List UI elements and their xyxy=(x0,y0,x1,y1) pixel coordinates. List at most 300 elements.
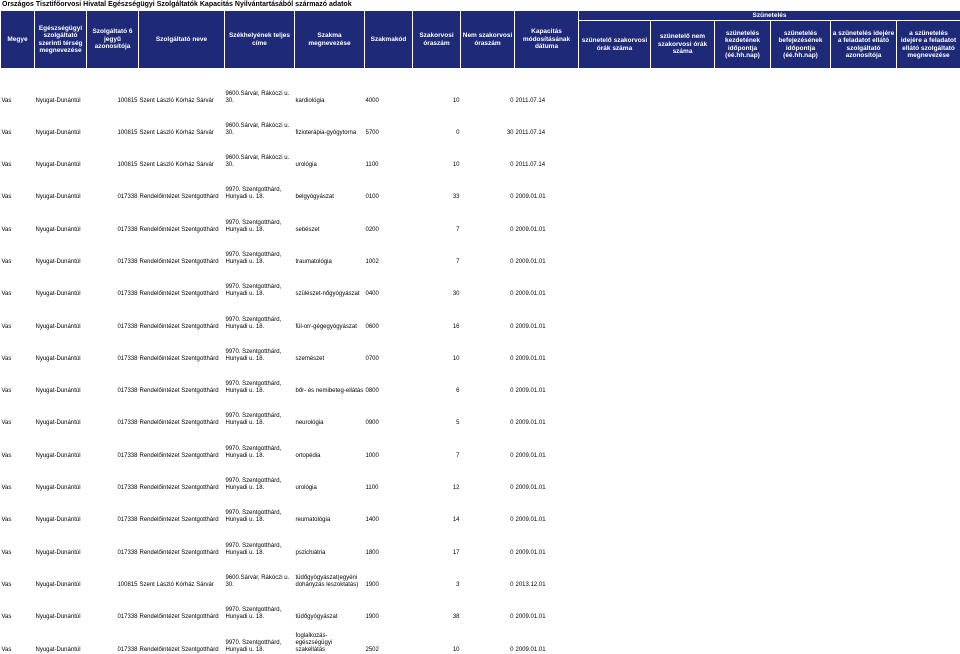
cell-szunetelés-empty xyxy=(831,492,897,524)
cell-terseg: Nyugat-Dunántúl xyxy=(35,69,87,105)
cell-szekhely: 9970. Szentgotthárd, Hunyadi u. 18. xyxy=(225,169,295,201)
cell-nev: Rendelőintézet Szentgotthárd xyxy=(139,395,225,427)
cell-szakma: tüdőgyógyászat xyxy=(295,589,365,621)
cell-szunetelés-empty xyxy=(651,524,715,556)
cell-szakmakod: 1002 xyxy=(365,234,413,266)
cell-szunetelés-empty xyxy=(715,621,771,653)
cell-szekhely: 9600.Sárvár, Rákóczi u. 30. xyxy=(225,557,295,589)
cell-azonosito: 017338 xyxy=(87,298,139,330)
cell-szunetelés-empty xyxy=(897,621,960,653)
cell-szakmakod: 0800 xyxy=(365,363,413,395)
cell-szunetelés-empty xyxy=(715,492,771,524)
cell-szunetelés-empty xyxy=(897,201,960,233)
cell-kapacitas-datum: 2009.01.01 xyxy=(515,363,579,395)
cell-szakorvosi: 10 xyxy=(413,331,461,363)
table-row xyxy=(1,266,960,298)
cell-szakorvosi: 0 xyxy=(413,105,461,137)
cell-megye: Vas xyxy=(1,201,35,233)
cell-megye: Vas xyxy=(1,621,35,653)
cell-szunetelés-empty xyxy=(651,331,715,363)
cell-megye: Vas xyxy=(1,234,35,266)
table-header xyxy=(1,11,960,69)
cell-szekhely: 9970. Szentgotthárd, Hunyadi u. 18. xyxy=(225,266,295,298)
cell-szakma: pszichiátria xyxy=(295,524,365,556)
cell-terseg: Nyugat-Dunántúl xyxy=(35,105,87,137)
cell-szunetelés-empty xyxy=(651,363,715,395)
table-row xyxy=(1,460,960,492)
cell-terseg: Nyugat-Dunántúl xyxy=(35,137,87,169)
cell-szunetelés-empty xyxy=(579,69,651,105)
cell-szunetelés-empty xyxy=(831,266,897,298)
cell-szunetelés-empty xyxy=(897,589,960,621)
cell-szakma: reumatológia xyxy=(295,492,365,524)
cell-szekhely: 9970. Szentgotthárd, Hunyadi u. 18. xyxy=(225,589,295,621)
cell-szakmakod: 1900 xyxy=(365,557,413,589)
cell-azonosito: 100815 xyxy=(87,137,139,169)
cell-szakmakod: 1900 xyxy=(365,589,413,621)
cell-terseg: Nyugat-Dunántúl xyxy=(35,201,87,233)
cell-nem-szakorvosi: 0 xyxy=(461,234,515,266)
table-row xyxy=(1,427,960,459)
cell-szunetelés-empty xyxy=(579,201,651,233)
cell-szakma: szemészet xyxy=(295,331,365,363)
cell-szunetelés-empty xyxy=(579,621,651,653)
cell-nev: Rendelőintézet Szentgotthárd xyxy=(139,266,225,298)
cell-szunetelés-empty xyxy=(579,460,651,492)
cell-szunetelés-empty xyxy=(579,105,651,137)
cell-azonosito: 017338 xyxy=(87,169,139,201)
cell-szunetelés-empty xyxy=(831,589,897,621)
cell-nev: Szent László Kórház Sárvár xyxy=(139,105,225,137)
cell-szakma: neurológia xyxy=(295,395,365,427)
cell-szunetelés-empty xyxy=(831,460,897,492)
header-szakmakod: Szakmakód xyxy=(365,11,413,69)
cell-szunetelés-empty xyxy=(579,395,651,427)
cell-szunetelés-empty xyxy=(715,524,771,556)
cell-szunetelés-empty xyxy=(715,427,771,459)
cell-megye: Vas xyxy=(1,460,35,492)
cell-nem-szakorvosi: 0 xyxy=(461,363,515,395)
cell-megye: Vas xyxy=(1,266,35,298)
cell-nem-szakorvosi: 0 xyxy=(461,169,515,201)
cell-szunetelés-empty xyxy=(715,69,771,105)
cell-szunetelés-empty xyxy=(771,266,831,298)
cell-megye: Vas xyxy=(1,395,35,427)
cell-megye: Vas xyxy=(1,69,35,105)
cell-szunetelés-empty xyxy=(715,298,771,330)
cell-szakorvosi: 10 xyxy=(413,69,461,105)
cell-terseg: Nyugat-Dunántúl xyxy=(35,331,87,363)
cell-szunetelés-empty xyxy=(771,137,831,169)
cell-szunetelés-empty xyxy=(651,557,715,589)
cell-szunetelés-empty xyxy=(897,298,960,330)
cell-szakma: belgyógyászat xyxy=(295,169,365,201)
cell-azonosito: 017338 xyxy=(87,427,139,459)
cell-szunetelés-empty xyxy=(771,69,831,105)
cell-kapacitas-datum: 2009.01.01 xyxy=(515,331,579,363)
cell-szakorvosi: 3 xyxy=(413,557,461,589)
cell-nem-szakorvosi: 0 xyxy=(461,266,515,298)
header-feladat-ellato-azonosito: a szünetelés idejére a feladatot ellátó szolgáltató azonosítója xyxy=(831,21,897,69)
cell-szunetelés-empty xyxy=(897,524,960,556)
cell-szunetelés-empty xyxy=(579,557,651,589)
cell-szunetelés-empty xyxy=(897,492,960,524)
cell-szekhely: 9970. Szentgotthárd, Hunyadi u. 18. xyxy=(225,234,295,266)
cell-szunetelés-empty xyxy=(651,589,715,621)
cell-azonosito: 100815 xyxy=(87,69,139,105)
cell-szakorvosi: 5 xyxy=(413,395,461,427)
header-szakma: Szakma megnevezése xyxy=(295,11,365,69)
cell-azonosito: 100815 xyxy=(87,105,139,137)
table-row xyxy=(1,105,960,137)
cell-szakmakod: 0400 xyxy=(365,266,413,298)
cell-szunetelés-empty xyxy=(651,492,715,524)
cell-nev: Rendelőintézet Szentgotthárd xyxy=(139,234,225,266)
cell-szakma: fül-orr-gégegyógyászat xyxy=(295,298,365,330)
cell-szakmakod: 0600 xyxy=(365,298,413,330)
cell-kapacitas-datum: 2009.01.01 xyxy=(515,524,579,556)
cell-szunetelés-empty xyxy=(651,201,715,233)
cell-szunetelés-empty xyxy=(715,201,771,233)
cell-szakma: ortopédia xyxy=(295,427,365,459)
cell-szunetelés-empty xyxy=(771,331,831,363)
cell-kapacitas-datum: 2009.01.01 xyxy=(515,266,579,298)
cell-szakorvosi: 17 xyxy=(413,524,461,556)
cell-szunetelés-empty xyxy=(579,363,651,395)
cell-megye: Vas xyxy=(1,331,35,363)
cell-szunetelés-empty xyxy=(651,427,715,459)
cell-kapacitas-datum: 2009.01.01 xyxy=(515,492,579,524)
cell-azonosito: 017338 xyxy=(87,589,139,621)
cell-nem-szakorvosi: 0 xyxy=(461,589,515,621)
cell-terseg: Nyugat-Dunántúl xyxy=(35,427,87,459)
cell-szunetelés-empty xyxy=(897,105,960,137)
table-row xyxy=(1,621,960,653)
cell-szekhely: 9970. Szentgotthárd, Hunyadi u. 18. xyxy=(225,395,295,427)
cell-szunetelés-empty xyxy=(579,524,651,556)
cell-szunetelés-empty xyxy=(897,331,960,363)
cell-szunetelés-empty xyxy=(897,137,960,169)
cell-nem-szakorvosi: 30 xyxy=(461,105,515,137)
cell-azonosito: 017338 xyxy=(87,621,139,653)
header-terseg: Egészségügyi szolgáltató szerinti térség megnevezése xyxy=(35,11,87,69)
cell-szakmakod: 1100 xyxy=(365,460,413,492)
cell-szunetelés-empty xyxy=(831,169,897,201)
cell-megye: Vas xyxy=(1,363,35,395)
cell-szunetelés-empty xyxy=(831,137,897,169)
cell-szunetelés-empty xyxy=(715,137,771,169)
cell-nem-szakorvosi: 0 xyxy=(461,524,515,556)
header-megye: Megye xyxy=(1,11,35,69)
cell-azonosito: 017338 xyxy=(87,492,139,524)
cell-kapacitas-datum: 2009.01.01 xyxy=(515,201,579,233)
cell-szunetelés-empty xyxy=(715,395,771,427)
cell-szekhely: 9970. Szentgotthárd, Hunyadi u. 18. xyxy=(225,621,295,653)
cell-szunetelés-empty xyxy=(651,69,715,105)
cell-szunetelés-empty xyxy=(771,105,831,137)
cell-nev: Rendelőintézet Szentgotthárd xyxy=(139,201,225,233)
cell-terseg: Nyugat-Dunántúl xyxy=(35,169,87,201)
cell-kapacitas-datum: 2011.07.14 xyxy=(515,105,579,137)
cell-szunetelés-empty xyxy=(579,266,651,298)
cell-szakmakod: 1400 xyxy=(365,492,413,524)
table-row xyxy=(1,234,960,266)
cell-szunetelés-empty xyxy=(771,298,831,330)
cell-szekhely: 9970. Szentgotthárd, Hunyadi u. 18. xyxy=(225,524,295,556)
cell-szekhely: 9970. Szentgotthárd, Hunyadi u. 18. xyxy=(225,298,295,330)
cell-szunetelés-empty xyxy=(897,69,960,105)
cell-azonosito: 100815 xyxy=(87,557,139,589)
table-row xyxy=(1,363,960,395)
cell-megye: Vas xyxy=(1,169,35,201)
cell-nev: Rendelőintézet Szentgotthárd xyxy=(139,524,225,556)
cell-szakmakod: 4000 xyxy=(365,69,413,105)
cell-szunetelés-empty xyxy=(897,363,960,395)
header-szunetelés-kezdet: szünetelés kezdetének időpontja (éé.hh.nap) xyxy=(715,21,771,69)
cell-szakmakod: 1000 xyxy=(365,427,413,459)
cell-kapacitas-datum: 2013.12.01 xyxy=(515,557,579,589)
cell-nem-szakorvosi: 0 xyxy=(461,460,515,492)
header-szunetelés-befejezes: szünetelés befejezésének időpontja (éé.hh.nap) xyxy=(771,21,831,69)
cell-szunetelés-empty xyxy=(831,395,897,427)
cell-szunetelés-empty xyxy=(771,524,831,556)
cell-kapacitas-datum: 2011.07.14 xyxy=(515,137,579,169)
cell-szakorvosi: 14 xyxy=(413,492,461,524)
cell-szunetelés-empty xyxy=(831,427,897,459)
cell-szunetelés-empty xyxy=(831,621,897,653)
cell-szakma: urológia xyxy=(295,137,365,169)
cell-szakma: urológia xyxy=(295,460,365,492)
cell-szakorvosi: 7 xyxy=(413,201,461,233)
cell-nev: Szent László Kórház Sárvár xyxy=(139,137,225,169)
cell-szunetelés-empty xyxy=(715,460,771,492)
header-nev: Szolgáltató neve xyxy=(139,11,225,69)
cell-szakmakod: 1100 xyxy=(365,137,413,169)
cell-szakmakod: 0100 xyxy=(365,169,413,201)
cell-szunetelés-empty xyxy=(715,266,771,298)
cell-szakma: szülészet-nőgyógyászat xyxy=(295,266,365,298)
cell-nev: Szent László Kórház Sárvár xyxy=(139,557,225,589)
cell-szunetelés-empty xyxy=(579,137,651,169)
cell-szunetelés-empty xyxy=(897,460,960,492)
header-feladat-ellato-nev: a szünetelés idejére a feladatot ellátó szolgáltató megnevezése xyxy=(897,21,960,69)
cell-szunetelés-empty xyxy=(771,557,831,589)
cell-szunetelés-empty xyxy=(897,557,960,589)
cell-nem-szakorvosi: 0 xyxy=(461,492,515,524)
cell-szakorvosi: 10 xyxy=(413,137,461,169)
header-szakorvosi: Szakorvosi óraszám xyxy=(413,11,461,69)
cell-nem-szakorvosi: 0 xyxy=(461,201,515,233)
cell-terseg: Nyugat-Dunántúl xyxy=(35,557,87,589)
cell-szunetelés-empty xyxy=(715,234,771,266)
cell-szunetelés-empty xyxy=(831,524,897,556)
cell-megye: Vas xyxy=(1,105,35,137)
cell-szunetelés-empty xyxy=(897,234,960,266)
cell-szekhely: 9970. Szentgotthárd, Hunyadi u. 18. xyxy=(225,492,295,524)
cell-nev: Rendelőintézet Szentgotthárd xyxy=(139,460,225,492)
cell-szunetelés-empty xyxy=(651,105,715,137)
cell-szakorvosi: 33 xyxy=(413,169,461,201)
cell-szakmakod: 2502 xyxy=(365,621,413,653)
cell-szunetelés-empty xyxy=(579,589,651,621)
cell-szunetelés-empty xyxy=(771,363,831,395)
cell-szakorvosi: 7 xyxy=(413,427,461,459)
cell-kapacitas-datum: 2009.01.01 xyxy=(515,460,579,492)
table-row xyxy=(1,557,960,589)
cell-szakma: fizioterápia-gyógytorna xyxy=(295,105,365,137)
cell-szakorvosi: 16 xyxy=(413,298,461,330)
cell-azonosito: 017338 xyxy=(87,363,139,395)
cell-megye: Vas xyxy=(1,298,35,330)
cell-terseg: Nyugat-Dunántúl xyxy=(35,621,87,653)
header-szunetelo-szakorvosi: szünetelő szakorvosi órák száma xyxy=(579,21,651,69)
table-row xyxy=(1,137,960,169)
cell-szunetelés-empty xyxy=(579,427,651,459)
cell-nev: Rendelőintézet Szentgotthárd xyxy=(139,492,225,524)
cell-szekhely: 9970. Szentgotthárd, Hunyadi u. 18. xyxy=(225,363,295,395)
cell-szunetelés-empty xyxy=(651,266,715,298)
cell-kapacitas-datum: 2009.01.01 xyxy=(515,395,579,427)
cell-szakorvosi: 12 xyxy=(413,460,461,492)
cell-nem-szakorvosi: 0 xyxy=(461,69,515,105)
cell-megye: Vas xyxy=(1,492,35,524)
cell-nev: Rendelőintézet Szentgotthárd xyxy=(139,331,225,363)
cell-megye: Vas xyxy=(1,557,35,589)
cell-szunetelés-empty xyxy=(831,105,897,137)
cell-szunetelés-empty xyxy=(715,589,771,621)
cell-szunetelés-empty xyxy=(831,331,897,363)
cell-szunetelés-empty xyxy=(651,234,715,266)
table-row xyxy=(1,524,960,556)
cell-terseg: Nyugat-Dunántúl xyxy=(35,395,87,427)
cell-szunetelés-empty xyxy=(771,395,831,427)
cell-szakma: bőr- és nemibeteg-ellátás xyxy=(295,363,365,395)
cell-szunetelés-empty xyxy=(651,137,715,169)
cell-szakorvosi: 10 xyxy=(413,621,461,653)
cell-szakma: kardiológia xyxy=(295,69,365,105)
cell-szakma: foglalkozás-egészségügyi szakellátás xyxy=(295,621,365,653)
cell-kapacitas-datum: 2009.01.01 xyxy=(515,427,579,459)
cell-nev: Rendelőintézet Szentgotthárd xyxy=(139,169,225,201)
cell-nev: Rendelőintézet Szentgotthárd xyxy=(139,363,225,395)
cell-azonosito: 017338 xyxy=(87,524,139,556)
cell-szunetelés-empty xyxy=(897,395,960,427)
header-szekhely: Székhelyének teljes címe xyxy=(225,11,295,69)
cell-szakorvosi: 38 xyxy=(413,589,461,621)
cell-nem-szakorvosi: 0 xyxy=(461,557,515,589)
table-body xyxy=(1,69,960,654)
cell-szakmakod: 0200 xyxy=(365,201,413,233)
cell-szunetelés-empty xyxy=(771,492,831,524)
cell-nem-szakorvosi: 0 xyxy=(461,331,515,363)
capacity-table xyxy=(0,10,960,654)
cell-szunetelés-empty xyxy=(831,234,897,266)
cell-szunetelés-empty xyxy=(651,621,715,653)
cell-szunetelés-empty xyxy=(651,460,715,492)
cell-azonosito: 017338 xyxy=(87,331,139,363)
cell-szunetelés-empty xyxy=(579,492,651,524)
cell-nem-szakorvosi: 0 xyxy=(461,298,515,330)
cell-kapacitas-datum: 2011.07.14 xyxy=(515,69,579,105)
cell-terseg: Nyugat-Dunántúl xyxy=(35,266,87,298)
cell-szunetelés-empty xyxy=(771,169,831,201)
cell-szunetelés-empty xyxy=(831,298,897,330)
cell-szunetelés-empty xyxy=(771,621,831,653)
table-row xyxy=(1,69,960,105)
cell-szakma: tüdőgyógyászat(egyéni dohányzás leszoktatás) xyxy=(295,557,365,589)
cell-szunetelés-empty xyxy=(579,234,651,266)
table-row xyxy=(1,492,960,524)
cell-szunetelés-empty xyxy=(771,234,831,266)
cell-szekhely: 9970. Szentgotthárd, Hunyadi u. 18. xyxy=(225,331,295,363)
table-row xyxy=(1,169,960,201)
cell-szakmakod: 0900 xyxy=(365,395,413,427)
header-szunetelo-nem-szakorvosi: szünetelő nem szakorvosi órák száma xyxy=(651,21,715,69)
cell-nem-szakorvosi: 0 xyxy=(461,621,515,653)
cell-szekhely: 9600.Sárvár, Rákóczi u. 30. xyxy=(225,137,295,169)
cell-szakma: sebészet xyxy=(295,201,365,233)
cell-nev: Rendelőintézet Szentgotthárd xyxy=(139,589,225,621)
cell-szakma: traumatológia xyxy=(295,234,365,266)
cell-szunetelés-empty xyxy=(715,331,771,363)
cell-szunetelés-empty xyxy=(651,298,715,330)
cell-szekhely: 9970. Szentgotthárd, Hunyadi u. 18. xyxy=(225,201,295,233)
cell-szunetelés-empty xyxy=(579,331,651,363)
header-azonosito: Szolgáltató 6 jegyű azonosítója xyxy=(87,11,139,69)
cell-nev: Rendelőintézet Szentgotthárd xyxy=(139,298,225,330)
cell-szakmakod: 0700 xyxy=(365,331,413,363)
header-nem-szakorvosi: Nem szakorvosi óraszám xyxy=(461,11,515,69)
cell-terseg: Nyugat-Dunántúl xyxy=(35,492,87,524)
cell-szekhely: 9600.Sárvár, Rákóczi u. 30. xyxy=(225,69,295,105)
header-kapacitas-datum: Kapacitás módosításának dátuma xyxy=(515,11,579,69)
cell-kapacitas-datum: 2009.01.01 xyxy=(515,234,579,266)
cell-szunetelés-empty xyxy=(579,169,651,201)
cell-szunetelés-empty xyxy=(715,363,771,395)
cell-szunetelés-empty xyxy=(771,460,831,492)
cell-kapacitas-datum: 2009.01.01 xyxy=(515,621,579,653)
cell-azonosito: 017338 xyxy=(87,201,139,233)
cell-szekhely: 9970. Szentgotthárd, Hunyadi u. 18. xyxy=(225,460,295,492)
table-row xyxy=(1,395,960,427)
cell-szunetelés-empty xyxy=(651,169,715,201)
cell-azonosito: 017338 xyxy=(87,234,139,266)
cell-nem-szakorvosi: 0 xyxy=(461,137,515,169)
cell-terseg: Nyugat-Dunántúl xyxy=(35,298,87,330)
cell-megye: Vas xyxy=(1,589,35,621)
cell-terseg: Nyugat-Dunántúl xyxy=(35,524,87,556)
cell-szakorvosi: 7 xyxy=(413,234,461,266)
cell-szekhely: 9600.Sárvár, Rákóczi u. 30. xyxy=(225,105,295,137)
cell-kapacitas-datum: 2009.01.01 xyxy=(515,589,579,621)
cell-nev: Rendelőintézet Szentgotthárd xyxy=(139,621,225,653)
cell-szekhely: 9970. Szentgotthárd, Hunyadi u. 18. xyxy=(225,427,295,459)
cell-nev: Szent László Kórház Sárvár xyxy=(139,69,225,105)
cell-szunetelés-empty xyxy=(831,69,897,105)
cell-terseg: Nyugat-Dunántúl xyxy=(35,234,87,266)
cell-nem-szakorvosi: 0 xyxy=(461,395,515,427)
table-row xyxy=(1,589,960,621)
cell-azonosito: 017338 xyxy=(87,395,139,427)
cell-szunetelés-empty xyxy=(715,105,771,137)
table-row xyxy=(1,298,960,330)
cell-szunetelés-empty xyxy=(715,557,771,589)
cell-kapacitas-datum: 2009.01.01 xyxy=(515,298,579,330)
cell-szunetelés-empty xyxy=(651,395,715,427)
cell-szunetelés-empty xyxy=(715,169,771,201)
cell-megye: Vas xyxy=(1,137,35,169)
cell-terseg: Nyugat-Dunántúl xyxy=(35,363,87,395)
